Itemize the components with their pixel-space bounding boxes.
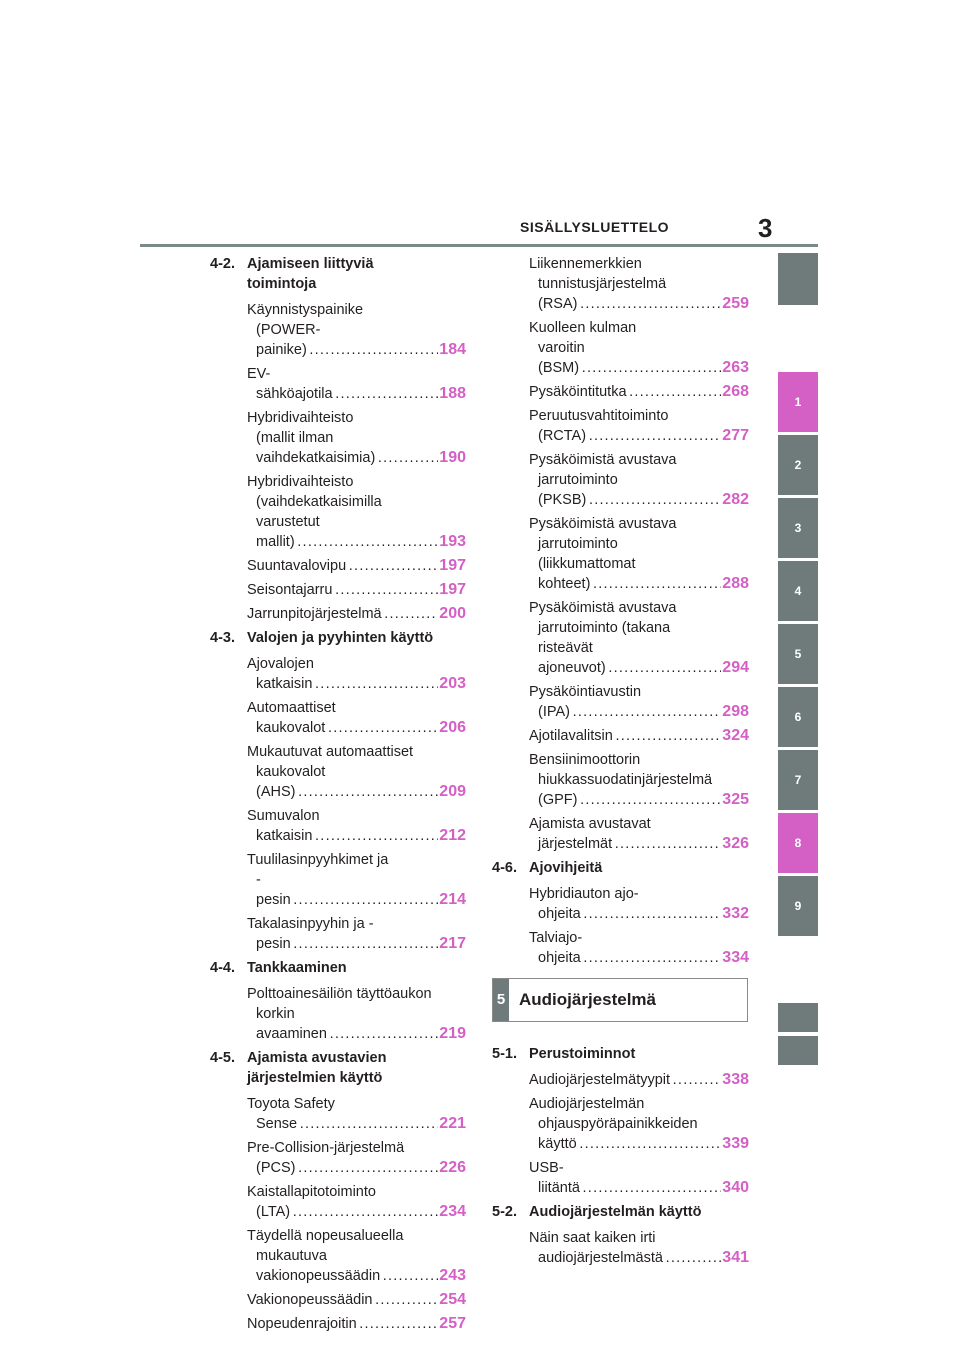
toc-page-link[interactable]: 298	[722, 703, 749, 720]
chapter-tab[interactable]: 2	[778, 435, 818, 495]
toc-entry-label: Hybridiauton ajo-ohjeita . . .	[529, 884, 721, 924]
toc-entry[interactable]	[492, 382, 749, 402]
toc-entry-label: Audiojärjestelmän ohjauspyöräpainikkeiden käyttö . . .	[529, 1094, 721, 1154]
toc-page-link[interactable]: 188	[439, 385, 466, 402]
toc-entry[interactable]	[492, 406, 749, 446]
toc-page-link[interactable]: 234	[439, 1203, 466, 1220]
toc-entry-label: Takalasinpyyhin ja -pesin . . .	[247, 914, 438, 954]
toc-entry[interactable]	[210, 364, 466, 404]
toc-page-link[interactable]: 257	[439, 1315, 466, 1332]
toc-entry-label: Suuntavalovipu . . .	[247, 556, 438, 576]
toc-entry-label: Pysäköimistä avustava jarrutoiminto (PKSB) . . .	[529, 450, 721, 510]
toc-page-link[interactable]: 254	[439, 1291, 466, 1308]
toc-entry[interactable]	[210, 1182, 466, 1222]
toc-entry[interactable]	[210, 408, 466, 468]
chapter-tab[interactable]: 5	[778, 624, 818, 684]
toc-entry[interactable]	[210, 1290, 466, 1310]
toc-entry[interactable]	[492, 514, 749, 594]
toc-page-link[interactable]: 341	[722, 1249, 749, 1266]
toc-page-link[interactable]: 263	[722, 359, 749, 376]
toc-entry[interactable]	[492, 726, 749, 746]
toc-page-link[interactable]: 288	[722, 575, 749, 592]
toc-page-link[interactable]: 339	[722, 1135, 749, 1152]
toc-page-link[interactable]: 197	[439, 557, 466, 574]
toc-page-link[interactable]: 197	[439, 581, 466, 598]
toc-entry[interactable]	[210, 1138, 466, 1178]
toc-entry-label: Kaistallapitotoiminto (LTA) . . .	[247, 1182, 438, 1222]
toc-entry[interactable]	[210, 604, 466, 624]
toc-entry-label: Täydellä nopeusalueella mukautuva vakionopeussäädin . . .	[247, 1226, 438, 1286]
toc-entry-label: Seisontajarru . . .	[247, 580, 438, 600]
toc-entry[interactable]	[492, 1158, 749, 1198]
toc-entry-label: Pysäköimistä avustava jarrutoiminto (liikkumattomat kohteet) . . .	[529, 514, 721, 594]
toc-entry[interactable]	[210, 300, 466, 360]
toc-page-link[interactable]: 209	[439, 783, 466, 800]
section-heading	[492, 1202, 749, 1222]
chapter-tab[interactable]: 1	[778, 372, 818, 432]
toc-page-link[interactable]: 325	[722, 791, 749, 808]
toc-page-link[interactable]: 259	[722, 295, 749, 312]
chapter-tab[interactable]	[778, 1036, 818, 1065]
toc-entry[interactable]	[210, 472, 466, 552]
chapter-tab[interactable]: 9	[778, 876, 818, 936]
toc-page-link[interactable]: 334	[722, 949, 749, 966]
section-heading	[210, 1048, 466, 1088]
section-number: 5-2.	[492, 1204, 517, 1220]
toc-entry[interactable]	[492, 682, 749, 722]
toc-entry-label: Nopeudenrajoitin . . .	[247, 1314, 438, 1334]
toc-entry-label: Pysäköintitutka . . .	[529, 382, 721, 402]
chapter-tab[interactable]: 7	[778, 750, 818, 810]
toc-entry-label: Pysäköimistä avustava jarrutoiminto (takana risteävät ajoneuvot) . . .	[529, 598, 721, 678]
chapter-tab[interactable]: 3	[778, 498, 818, 558]
toc-entry-label: Käynnistyspainike (POWER-painike) . . .	[247, 300, 438, 360]
toc-entry-label: Jarrunpitojärjestelmä . . .	[247, 604, 438, 624]
toc-entry[interactable]	[210, 1314, 466, 1334]
chapter-number: 5	[493, 979, 509, 1021]
toc-entry[interactable]	[210, 580, 466, 600]
section-number: 4-4.	[210, 960, 235, 976]
chapter-tab[interactable]: 4	[778, 561, 818, 621]
section-title: Ajovihjeitä	[529, 860, 603, 876]
section-heading	[210, 254, 466, 294]
toc-entry-label: Automaattiset kaukovalot . . .	[247, 698, 438, 738]
toc-entry[interactable]	[210, 698, 466, 738]
section-heading	[492, 858, 749, 878]
toc-page-link[interactable]: 221	[439, 1115, 466, 1132]
toc-page-link[interactable]: 226	[439, 1159, 466, 1176]
header-divider	[140, 244, 818, 247]
toc-entry-label: USB-liitäntä . . .	[529, 1158, 721, 1198]
toc-entry-label: Peruutusvahtitoiminto (RCTA) . . .	[529, 406, 721, 446]
chapter-heading-box	[492, 978, 748, 1022]
chapter-tab[interactable]: 8	[778, 813, 818, 873]
section-heading	[210, 958, 466, 978]
toc-page-link[interactable]: 243	[439, 1267, 466, 1284]
toc-page-link[interactable]: 294	[722, 659, 749, 676]
toc-right-column	[492, 254, 749, 1272]
toc-entry-label: Ajovalojen katkaisin . . .	[247, 654, 438, 694]
toc-entry[interactable]	[210, 742, 466, 802]
toc-entry-label: Mukautuvat automaattiset kaukovalot (AHS) . . .	[247, 742, 438, 802]
toc-entry[interactable]	[492, 928, 749, 968]
toc-page-link[interactable]: 338	[722, 1071, 749, 1088]
toc-entry[interactable]	[210, 984, 466, 1044]
section-title: Audiojärjestelmän käyttö	[529, 1204, 702, 1220]
toc-entry-label: Audiojärjestelmätyypit . . .	[529, 1070, 721, 1090]
section-number: 4-6.	[492, 860, 517, 876]
toc-page-link[interactable]: 332	[722, 905, 749, 922]
section-number: 4-5.	[210, 1050, 235, 1066]
section-title: Valojen ja pyyhinten käyttö	[247, 630, 434, 646]
chapter-title: Audiojärjestelmä	[519, 990, 656, 1009]
toc-entry-label: Polttoainesäiliön täyttöaukon korkin avaaminen . . .	[247, 984, 438, 1044]
toc-left-column	[210, 254, 466, 1338]
toc-entry[interactable]	[492, 1228, 749, 1268]
toc-entry-label: Sumuvalon katkaisin . . .	[247, 806, 438, 846]
toc-page-link[interactable]: 206	[439, 719, 466, 736]
toc-entry-label: EV-sähköajotila . . .	[247, 364, 438, 404]
toc-entry-label: Tuulilasinpyyhkimet ja -pesin . . .	[247, 850, 438, 910]
section-number: 5-1.	[492, 1046, 517, 1062]
toc-entry-label: Hybridivaihteisto (mallit ilman vaihdekatkaisimia) . . .	[247, 408, 438, 468]
toc-page-link[interactable]: 200	[439, 605, 466, 622]
toc-page-link[interactable]: 212	[439, 827, 466, 844]
toc-entry[interactable]	[492, 1094, 749, 1154]
section-title: Perustoiminnot	[529, 1046, 636, 1062]
toc-entry-label: Kuolleen kulman varoitin (BSM) . . .	[529, 318, 721, 378]
toc-page-link[interactable]: 214	[439, 891, 466, 908]
toc-entry-label: Vakionopeussäädin . . .	[247, 1290, 438, 1310]
toc-page-link[interactable]: 203	[439, 675, 466, 692]
page-number: 3	[758, 213, 773, 243]
toc-page-link[interactable]: 340	[722, 1179, 749, 1196]
chapter-tab[interactable]	[778, 253, 818, 305]
toc-entry[interactable]	[210, 556, 466, 576]
section-title: Ajamista avustavien järjestelmien käyttö	[247, 1050, 387, 1086]
section-title: Tankkaaminen	[247, 960, 347, 976]
toc-entry[interactable]	[210, 914, 466, 954]
toc-entry[interactable]	[492, 254, 749, 314]
toc-entry[interactable]	[492, 814, 749, 854]
toc-entry[interactable]	[210, 1226, 466, 1286]
toc-entry-label: Toyota Safety Sense . . .	[247, 1094, 438, 1134]
toc-entry[interactable]	[492, 750, 749, 810]
toc-page-link[interactable]: 282	[722, 491, 749, 508]
chapter-tab[interactable]	[778, 1003, 818, 1032]
toc-page-link[interactable]: 190	[439, 449, 466, 466]
toc-entry-label: Ajotilavalitsin . . .	[529, 726, 721, 746]
toc-entry-label: Ajamista avustavat järjestelmät . . .	[529, 814, 721, 854]
toc-entry[interactable]	[492, 450, 749, 510]
toc-entry-label: Hybridivaihteisto (vaihdekatkaisimilla varustetut mallit) . . .	[247, 472, 438, 552]
toc-page-link[interactable]: 268	[722, 383, 749, 400]
toc-entry-label: Näin saat kaiken irti audiojärjestelmästä . . .	[529, 1228, 721, 1268]
toc-entry[interactable]	[492, 1070, 749, 1090]
toc-entry[interactable]	[210, 806, 466, 846]
toc-page-link[interactable]: 326	[722, 835, 749, 852]
toc-page-link[interactable]: 277	[722, 427, 749, 444]
toc-entry-label: Bensiinimoottorin hiukkassuodatinjärjestelmä (GPF) . . .	[529, 750, 721, 810]
section-heading	[492, 1044, 749, 1064]
header-title: SISÄLLYSLUETTELO	[520, 219, 670, 235]
toc-entry[interactable]	[492, 884, 749, 924]
toc-page-link[interactable]: 219	[439, 1025, 466, 1042]
section-title: Ajamiseen liittyviä toimintoja	[247, 256, 374, 292]
toc-entry-label: Talviajo-ohjeita . . .	[529, 928, 721, 968]
section-number: 4-3.	[210, 630, 235, 646]
toc-entry[interactable]	[492, 598, 749, 678]
toc-page-link[interactable]: 324	[722, 727, 749, 744]
toc-entry-label: Liikennemerkkien tunnistusjärjestelmä (RSA) . . .	[529, 254, 721, 314]
section-heading	[210, 628, 466, 648]
toc-entry[interactable]	[210, 850, 466, 910]
chapter-tab[interactable]: 6	[778, 687, 818, 747]
toc-entry[interactable]	[210, 654, 466, 694]
toc-page-link[interactable]: 193	[439, 533, 466, 550]
toc-entry-label: Pre-Collision-järjestelmä (PCS) . . .	[247, 1138, 438, 1178]
toc-entry[interactable]	[210, 1094, 466, 1134]
toc-entry[interactable]	[492, 318, 749, 378]
toc-entry-label: Pysäköintiavustin (IPA) . . .	[529, 682, 721, 722]
toc-page-link[interactable]: 184	[439, 341, 466, 358]
toc-page-link[interactable]: 217	[439, 935, 466, 952]
section-number: 4-2.	[210, 256, 235, 272]
